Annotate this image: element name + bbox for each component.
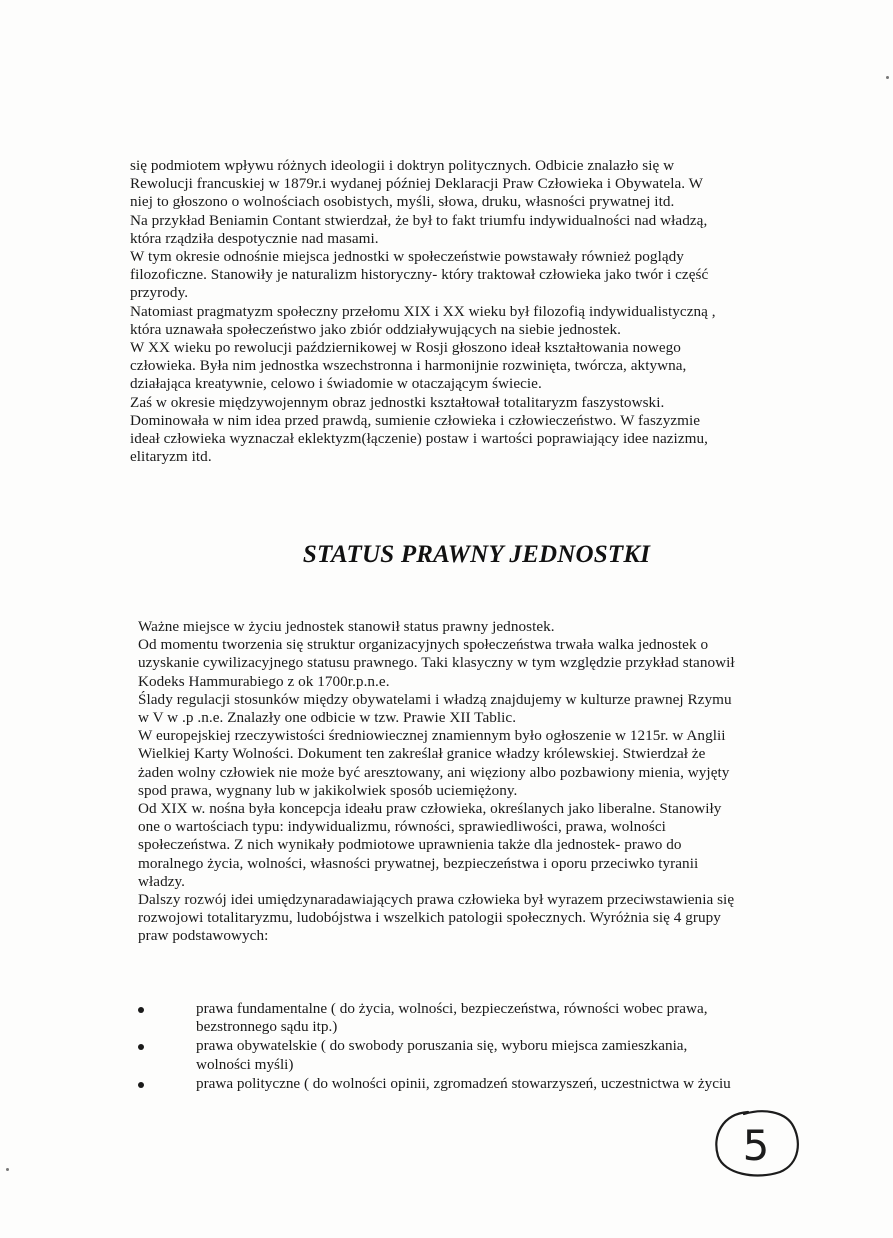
text-line: w V w .p .n.e. Znalazły one odbicie w tzw. Prawie XII Tablic. (138, 709, 517, 727)
scan-speck (6, 1168, 9, 1171)
text-line: społeczeństwa. Z nich wynikały podmiotowe uprawnienia także dla jednostek- prawo do (138, 836, 682, 854)
text-line: Natomiast pragmatyzm społeczny przełomu XIX i XX wieku był filozofią indywidualistyczną , (130, 302, 716, 320)
bullet-text-line: prawa obywatelskie ( do swobody poruszania się, wyboru miejsca zamieszkania, (196, 1037, 688, 1055)
text-line: Dalszy rozwój idei umiędzynaradawiających prawa człowieka był wyrazem przeciwstawienia się (138, 891, 735, 909)
bullet-icon (138, 1044, 144, 1050)
text-line: działająca kreatywnie, celowo i świadomie w otaczającym świecie. (130, 375, 542, 393)
text-line: W XX wieku po rewolucji październikowej w Rosji głoszono ideał kształtowania nowego (130, 339, 681, 357)
bullet-item (138, 1037, 838, 1073)
scan-speck (886, 76, 889, 79)
text-line: Wielkiej Karty Wolności. Dokument ten zakreślał granice władzy królewskiej. Stwierdzał że (138, 745, 706, 763)
text-line: filozoficzne. Stanowiły je naturalizm historyczny- który traktował człowieka jako twór i część (130, 266, 709, 284)
rights-bullet-list (138, 1000, 838, 1094)
text-line: Ślady regulacji stosunków między obywatelami i władzą znajdujemy w kulturze prawnej Rzymu (138, 690, 732, 708)
text-line: która rządziła despotycznie nad masami. (130, 229, 379, 247)
text-line: W tym okresie odnośnie miejsca jednostki w społeczeństwie powstawały również poglądy (130, 248, 684, 266)
text-line: władzy. (138, 872, 186, 890)
bullet-icon (138, 1082, 144, 1088)
text-line: ideał człowieka wyznaczał eklektyzm(łączenie) postaw i wartości poprawiający idee nazizmu, (130, 430, 708, 448)
text-line: Dominowała w nim idea przed prawdą, sumienie człowieka i człowieczeństwo. W faszyzmie (130, 411, 701, 429)
bullet-item (138, 1000, 838, 1036)
body-paragraph (138, 618, 838, 946)
text-line: rozwojowi totalitaryzmu, ludobójstwa i wszelkich patologii społecznych. Wyróżnia się 4 grupy (138, 909, 721, 927)
text-line: się podmiotem wpływu różnych ideologii i doktryn politycznych. Odbicie znalazło się w (130, 157, 675, 174)
text-line: Kodeks Hammurabiego z ok 1700r.p.n.e. (138, 672, 390, 690)
text-line: W europejskiej rzeczywistości średniowiecznej znamiennym było ogłoszenie w 1215r. w Anglii (138, 727, 726, 745)
text-line: żaden wolny człowiek nie może być aresztowany, ani więziony albo pozbawiony mienia, wyjęty (138, 763, 730, 781)
bullet-text-line: prawa polityczne ( do wolności opinii, zgromadzeń stowarzyszeń, uczestnictwa w życiu (196, 1074, 731, 1092)
text-line: elitaryzm itd. (130, 448, 212, 466)
page-number-text: 5 (742, 1121, 770, 1170)
text-line: praw podstawowych: (138, 927, 269, 945)
text-line: niej to głoszono o wolnościach osobistych, myśli, słowa, druku, własności prywatnej itd. (130, 193, 675, 211)
bullet-text-line: prawa fundamentalne ( do życia, wolności, bezpieczeństwa, równości wobec prawa, (196, 1000, 708, 1017)
text-line: Od XIX w. nośna była koncepcja ideału praw człowieka, określanych jako liberalne. Stanowiły (138, 800, 722, 818)
text-line: Ważne miejsce w życiu jednostek stanowił status prawny jednostek. (138, 618, 555, 635)
bullet-item (138, 1075, 838, 1093)
bullet-text-line: bezstronnego sądu itp.) (196, 1018, 338, 1036)
text-line: przyrody. (130, 284, 189, 302)
text-line: Zaś w okresie międzywojennym obraz jednostki kształtował totalitaryzm faszystowski. (130, 393, 665, 411)
handwritten-page-number (708, 1106, 804, 1182)
intro-paragraph (130, 157, 830, 466)
circled-number-icon (708, 1106, 804, 1182)
text-line: człowieka. Była nim jednostka wszechstronna i harmonijnie rozwinięta, twórcza, aktywna, (130, 357, 687, 375)
text-line: Od momentu tworzenia się struktur organizacyjnych społeczeństwa trwała walka jednostek o (138, 636, 709, 654)
text-line: uzyskanie cywilizacyjnego statusu prawnego. Taki klasyczny w tym względzie przykład stanowił (138, 654, 735, 672)
text-line: spod prawa, wygnany lub w jakikolwiek sposób uciemiężony. (138, 781, 518, 799)
bullet-icon (138, 1007, 144, 1013)
text-line: Na przykład Beniamin Contant stwierdzał, że był to fakt triumfu indywidualności nad władzą, (130, 211, 708, 229)
text-line: moralnego życia, wolności, własności prywatnej, bezpieczeństwa i oporu przeciwko tyranii (138, 854, 699, 872)
section-heading: STATUS PRAWNY JEDNOSTKI (302, 541, 651, 568)
bullet-text-line: wolności myśli) (196, 1055, 294, 1073)
text-line: one o wartościach typu: indywidualizmu, równości, sprawiedliwości, prawa, wolności (138, 818, 666, 836)
text-line: Rewolucji francuskiej w 1879r.i wydanej później Deklaracji Praw Człowieka i Obywatela. W (130, 175, 704, 193)
text-line: która uznawała społeczeństwo jako zbiór oddziaływujących na siebie jednostek. (130, 320, 621, 338)
